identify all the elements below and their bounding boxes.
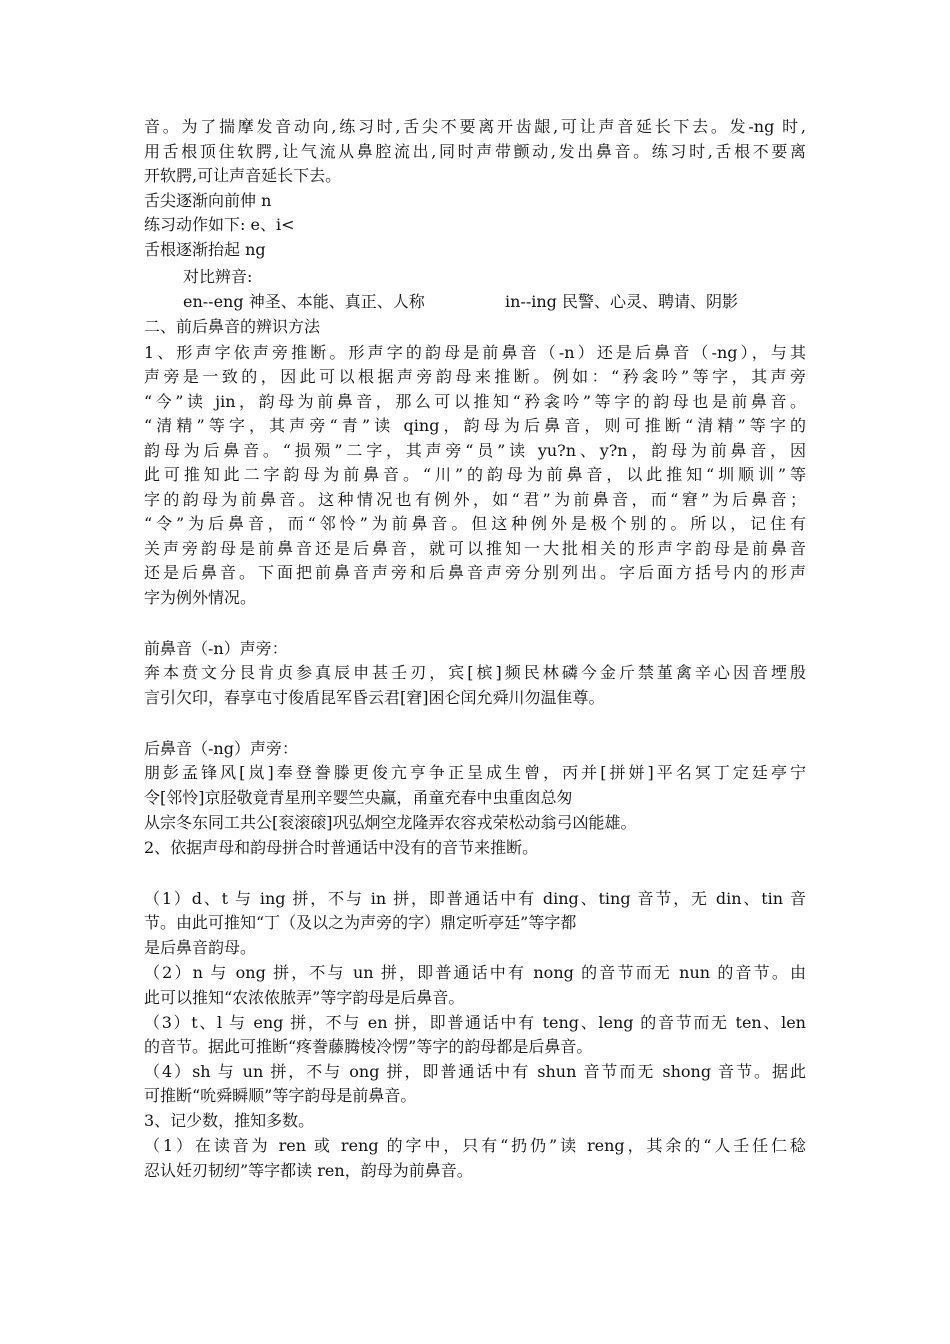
text-line: （1）在读音为 ren 或 reng 的字中，只有“扔仍”读 reng，其余的“人壬任仁稔 <box>144 1136 806 1155</box>
text-line: 韵母为后鼻音。“损殒”二字，其声旁“员”读 yu?n、y?n，韵母为前鼻音，因 <box>144 441 806 460</box>
text-line: 字的韵母为前鼻音。这种情况也有例外，如“君”为前鼻音，而“窘”为后鼻音； <box>144 490 806 509</box>
text-line: “今”读 jin，韵母为前鼻音，那么可以推知“矜衾吟”等字的韵母也是前鼻音。 <box>144 392 806 411</box>
text-line: “清精”等字，其声旁“青”读 qing，韵母为后鼻音，则可推断“清精”等字的 <box>144 416 806 435</box>
text-line: 的音节。据此可推断“疼誊藤腾棱冷愣”等字的韵母都是后鼻音。 <box>144 1037 593 1056</box>
text-line: 3、记少数，推知多数。 <box>144 1111 315 1130</box>
text-line: 关声旁韵母是前鼻音还是后鼻音，就可以推知一大批相关的形声字韵母是前鼻音 <box>144 539 806 558</box>
subsection-heading: 后鼻音（-ng）声旁： <box>144 739 298 758</box>
text-line: 练习动作如下: e、i< <box>144 215 295 234</box>
text-line: 忍认妊刃韧纫”等字都读 ren，韵母为前鼻音。 <box>144 1161 473 1180</box>
text-line: 还是后鼻音。下面把前鼻音声旁和后鼻音声旁分别列出。字后面方括号内的形声 <box>144 563 806 582</box>
text-line: 言引欠印，春享屯寸俊盾昆军昏云君[窘]困仑闰允舜川勿温隹尊。 <box>144 688 605 707</box>
text-line: 奔本贲文分艮肯贞参真辰申甚壬刃，宾[槟]频民林磷今金斤禁堇禽辛心因音堙殷 <box>144 663 806 682</box>
text-line: 此可推知此二字韵母为前鼻音。“川”的韵母为前鼻音，以此推知“圳顺训”等 <box>144 465 806 484</box>
text-line: 舌尖逐渐向前伸 n <box>144 191 272 210</box>
comparison-row <box>183 290 806 314</box>
text-line: 2、依据声母和韵母拼合时普通话中没有的音节来推断。 <box>144 838 539 857</box>
text-line: 字为例外情况。 <box>144 588 257 607</box>
comparison-en-eng: en--eng 神圣、本能、真正、人称 <box>183 292 425 311</box>
text-line: 令[邻怜]京胫敬竟青星刑辛婴竺央赢，甬童充春中虫重囱总匆 <box>144 788 573 807</box>
text-line: 从宗冬东同工共公[衮滚磙]巩弘炯空龙隆弄农容戎荣松动翁弓凶能雄。 <box>144 813 637 832</box>
text-line: 是后鼻音韵母。 <box>144 938 257 957</box>
comparison-in-ing: in--ing 民警、心灵、聘请、阴影 <box>505 292 738 311</box>
text-line: 声旁是一致的，因此可以根据声旁韵母来推断。例如：“矜衾吟”等字，其声旁 <box>144 367 806 386</box>
text-line: 可推断“吮舜瞬顺”等字韵母是前鼻音。 <box>144 1086 417 1105</box>
text-line: 节。由此可推知“丁（及以之为声旁的字）鼎定听亭廷”等字都 <box>144 913 577 932</box>
text-line: 舌根逐渐抬起 ng <box>144 240 266 259</box>
text-line: 用舌根顶住软腭,让气流从鼻腔流出,同时声带颤动,发出鼻音。练习时,舌根不要离 <box>144 142 806 161</box>
text-line: 开软腭,可让声音延长下去。 <box>144 166 342 185</box>
text-line: “令”为后鼻音，而“邻怜”为前鼻音。但这种例外是极个别的。所以，记住有 <box>144 514 806 533</box>
subsection-heading: 前鼻音（-n）声旁： <box>144 639 288 658</box>
text-line: （1）d、t 与 ing 拼，不与 in 拼，即普通话中有 ding、ting 音节，无 din、tin 音 <box>144 889 806 908</box>
text-line: 对比辨音: <box>183 267 253 286</box>
text-line: （4）sh 与 un 拼，不与 ong 拼，即普通话中有 shun 音节而无 shong 音节。据此 <box>144 1062 806 1081</box>
text-line: （3）t、l 与 eng 拼，不与 en 拼，即普通话中有 teng、leng 的音节而无 ten、len <box>144 1013 806 1032</box>
text-line: 1、形声字依声旁推断。形声字的韵母是前鼻音（-n）还是后鼻音（-ng），与其 <box>144 343 806 362</box>
text-line: （2）n 与 ong 拼，不与 un 拼，即普通话中有 nong 的音节而无 nun 的音节。由 <box>144 963 806 982</box>
text-line: 此可以推知“农浓侬脓弄”等字韵母是后鼻音。 <box>144 988 465 1007</box>
text-line: 朋彭孟锋风[岚]奉登誊滕更俊亢亨争正呈成生曾，丙并[拼姘]平名冥丁定廷亭宁 <box>144 763 806 782</box>
section-heading: 二、前后鼻音的辨识方法 <box>144 317 321 336</box>
text-line: 音。为了揣摩发音动向,练习时,舌尖不要离开齿龈,可让声音延长下去。发-ng 时, <box>144 117 806 136</box>
